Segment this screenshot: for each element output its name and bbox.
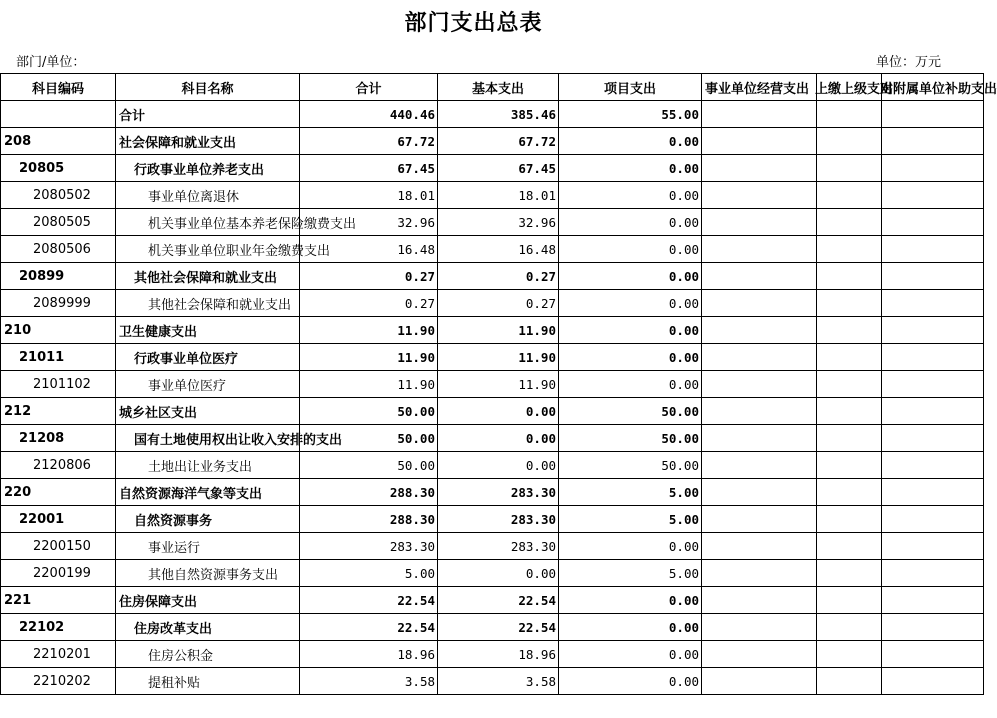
cell-code: 220	[1, 479, 116, 506]
col-header-code: 科目编码	[1, 74, 116, 101]
cell-business	[702, 182, 817, 209]
cell-name: 其他社会保障和就业支出	[116, 290, 300, 317]
cell-subsidy	[882, 425, 984, 452]
cell-subsidy	[882, 128, 984, 155]
cell-remit	[817, 560, 882, 587]
cell-total: 67.45	[300, 155, 438, 182]
table-row	[1, 101, 984, 128]
col-header-basic: 基本支出	[438, 74, 559, 101]
table-row	[1, 182, 984, 209]
cell-remit	[817, 182, 882, 209]
cell-business	[702, 155, 817, 182]
cell-total: 11.90	[300, 344, 438, 371]
cell-project: 0.00	[559, 182, 702, 209]
cell-subsidy	[882, 209, 984, 236]
cell-subsidy	[882, 587, 984, 614]
cell-name: 住房公积金	[116, 641, 300, 668]
cell-subsidy	[882, 236, 984, 263]
cell-subsidy	[882, 101, 984, 128]
cell-name: 其他自然资源事务支出	[116, 560, 300, 587]
cell-project: 0.00	[559, 209, 702, 236]
cell-basic: 11.90	[438, 371, 559, 398]
cell-business	[702, 209, 817, 236]
cell-basic: 283.30	[438, 506, 559, 533]
cell-name: 合计	[116, 101, 300, 128]
report-title: 部门支出总表	[404, 11, 543, 36]
cell-basic: 22.54	[438, 587, 559, 614]
cell-remit	[817, 506, 882, 533]
cell-remit	[817, 236, 882, 263]
cell-project: 0.00	[559, 587, 702, 614]
cell-name: 机关事业单位基本养老保险缴费支出	[116, 209, 300, 236]
cell-business	[702, 317, 817, 344]
cell-subsidy	[882, 263, 984, 290]
table-row	[1, 290, 984, 317]
cell-remit	[817, 371, 882, 398]
table-row	[1, 209, 984, 236]
cell-name: 住房保障支出	[116, 587, 300, 614]
cell-code: 2080505	[1, 209, 116, 236]
cell-project: 5.00	[559, 506, 702, 533]
cell-total: 50.00	[300, 398, 438, 425]
cell-name: 城乡社区支出	[116, 398, 300, 425]
cell-subsidy	[882, 533, 984, 560]
cell-code: 2089999	[1, 290, 116, 317]
cell-total: 3.58	[300, 668, 438, 695]
cell-name: 自然资源事务	[116, 506, 300, 533]
cell-business	[702, 263, 817, 290]
cell-total: 0.27	[300, 263, 438, 290]
cell-total: 18.96	[300, 641, 438, 668]
cell-total: 283.30	[300, 533, 438, 560]
header-row	[1, 74, 984, 101]
cell-code: 21208	[1, 425, 116, 452]
cell-basic: 0.27	[438, 290, 559, 317]
cell-project: 0.00	[559, 533, 702, 560]
cell-remit	[817, 614, 882, 641]
table-row	[1, 641, 984, 668]
cell-name: 卫生健康支出	[116, 317, 300, 344]
cell-project: 50.00	[559, 398, 702, 425]
table-row	[1, 479, 984, 506]
cell-code: 21011	[1, 344, 116, 371]
cell-project: 50.00	[559, 452, 702, 479]
cell-subsidy	[882, 317, 984, 344]
cell-basic: 11.90	[438, 317, 559, 344]
cell-code: 2210202	[1, 668, 116, 695]
cell-total: 32.96	[300, 209, 438, 236]
cell-code: 2080506	[1, 236, 116, 263]
cell-business	[702, 128, 817, 155]
cell-basic: 67.45	[438, 155, 559, 182]
cell-subsidy	[882, 560, 984, 587]
col-header-business: 事业单位经营支出	[702, 74, 817, 101]
cell-code: 221	[1, 587, 116, 614]
cell-basic: 385.46	[438, 101, 559, 128]
cell-subsidy	[882, 506, 984, 533]
cell-project: 0.00	[559, 290, 702, 317]
cell-remit	[817, 344, 882, 371]
cell-code: 2200150	[1, 533, 116, 560]
cell-total: 288.30	[300, 479, 438, 506]
cell-remit	[817, 587, 882, 614]
cell-name: 其他社会保障和就业支出	[116, 263, 300, 290]
cell-name: 住房改革支出	[116, 614, 300, 641]
cell-name: 事业运行	[116, 533, 300, 560]
cell-total: 5.00	[300, 560, 438, 587]
cell-project: 0.00	[559, 641, 702, 668]
cell-code: 22001	[1, 506, 116, 533]
cell-business	[702, 560, 817, 587]
cell-project: 50.00	[559, 425, 702, 452]
cell-code	[1, 101, 116, 128]
cell-business	[702, 614, 817, 641]
cell-name: 事业单位离退休	[116, 182, 300, 209]
cell-code: 2120806	[1, 452, 116, 479]
cell-name: 提租补贴	[116, 668, 300, 695]
table-row	[1, 587, 984, 614]
cell-project: 0.00	[559, 236, 702, 263]
table-row	[1, 506, 984, 533]
cell-business	[702, 344, 817, 371]
cell-business	[702, 587, 817, 614]
cell-code: 20899	[1, 263, 116, 290]
cell-business	[702, 101, 817, 128]
cell-basic: 67.72	[438, 128, 559, 155]
cell-total: 16.48	[300, 236, 438, 263]
table-row	[1, 263, 984, 290]
cell-total: 440.46	[300, 101, 438, 128]
expenditure-table	[0, 73, 997, 695]
table-row	[1, 371, 984, 398]
cell-code: 212	[1, 398, 116, 425]
cell-basic: 0.00	[438, 560, 559, 587]
cell-basic: 18.01	[438, 182, 559, 209]
cell-project: 0.00	[559, 344, 702, 371]
cell-basic: 3.58	[438, 668, 559, 695]
table-row	[1, 155, 984, 182]
cell-code: 20805	[1, 155, 116, 182]
cell-code: 210	[1, 317, 116, 344]
cell-name: 行政事业单位医疗	[116, 344, 300, 371]
cell-business	[702, 398, 817, 425]
cell-business	[702, 533, 817, 560]
cell-subsidy	[882, 479, 984, 506]
cell-basic: 22.54	[438, 614, 559, 641]
cell-total: 11.90	[300, 317, 438, 344]
cell-remit	[817, 128, 882, 155]
cell-basic: 283.30	[438, 479, 559, 506]
cell-name: 自然资源海洋气象等支出	[116, 479, 300, 506]
cell-project: 55.00	[559, 101, 702, 128]
table-row	[1, 452, 984, 479]
cell-remit	[817, 641, 882, 668]
cell-name: 社会保障和就业支出	[116, 128, 300, 155]
cell-remit	[817, 533, 882, 560]
cell-basic: 0.00	[438, 452, 559, 479]
cell-basic: 16.48	[438, 236, 559, 263]
cell-remit	[817, 209, 882, 236]
cell-code: 22102	[1, 614, 116, 641]
cell-subsidy	[882, 155, 984, 182]
table-row	[1, 398, 984, 425]
cell-project: 0.00	[559, 128, 702, 155]
cell-business	[702, 506, 817, 533]
cell-name: 机关事业单位职业年金缴费支出	[116, 236, 300, 263]
cell-project: 0.00	[559, 614, 702, 641]
cell-code: 2200199	[1, 560, 116, 587]
cell-remit	[817, 668, 882, 695]
cell-subsidy	[882, 344, 984, 371]
table-row	[1, 614, 984, 641]
cell-business	[702, 479, 817, 506]
cell-total: 50.00	[300, 452, 438, 479]
table-row	[1, 128, 984, 155]
table-row	[1, 560, 984, 587]
cell-subsidy	[882, 182, 984, 209]
table-body	[1, 101, 984, 695]
cell-business	[702, 452, 817, 479]
cell-subsidy	[882, 668, 984, 695]
cell-remit	[817, 479, 882, 506]
cell-remit	[817, 263, 882, 290]
cell-basic: 18.96	[438, 641, 559, 668]
cell-basic: 11.90	[438, 344, 559, 371]
cell-basic: 32.96	[438, 209, 559, 236]
cell-subsidy	[882, 614, 984, 641]
cell-code: 2101102	[1, 371, 116, 398]
table-row	[1, 344, 984, 371]
table-row	[1, 668, 984, 695]
col-header-project: 项目支出	[559, 74, 702, 101]
cell-name: 土地出让业务支出	[116, 452, 300, 479]
cell-total: 18.01	[300, 182, 438, 209]
cell-project: 0.00	[559, 668, 702, 695]
cell-name: 行政事业单位养老支出	[116, 155, 300, 182]
cell-basic: 0.00	[438, 398, 559, 425]
cell-business	[702, 290, 817, 317]
col-header-subsidy: 对附属单位补助支出	[882, 74, 984, 101]
cell-total: 288.30	[300, 506, 438, 533]
col-header-remit: 上缴上级支出	[817, 74, 882, 101]
cell-subsidy	[882, 398, 984, 425]
cell-subsidy	[882, 371, 984, 398]
cell-remit	[817, 155, 882, 182]
col-header-total: 合计	[300, 74, 438, 101]
cell-remit	[817, 101, 882, 128]
cell-project: 0.00	[559, 155, 702, 182]
cell-remit	[817, 425, 882, 452]
cell-total: 22.54	[300, 614, 438, 641]
cell-remit	[817, 290, 882, 317]
cell-business	[702, 668, 817, 695]
cell-total: 22.54	[300, 587, 438, 614]
cell-business	[702, 641, 817, 668]
cell-business	[702, 425, 817, 452]
department-label: 部门/单位：	[16, 55, 86, 70]
table-row	[1, 533, 984, 560]
cell-remit	[817, 452, 882, 479]
cell-name: 事业单位医疗	[116, 371, 300, 398]
cell-total: 50.00	[300, 425, 438, 452]
table-row	[1, 425, 984, 452]
cell-project: 0.00	[559, 371, 702, 398]
cell-project: 5.00	[559, 479, 702, 506]
unit-label: 单位：万元	[876, 55, 942, 70]
table-row	[1, 317, 984, 344]
cell-business	[702, 236, 817, 263]
cell-name: 国有土地使用权出让收入安排的支出	[116, 425, 300, 452]
cell-total: 67.72	[300, 128, 438, 155]
col-header-name: 科目名称	[116, 74, 300, 101]
cell-basic: 283.30	[438, 533, 559, 560]
cell-total: 0.27	[300, 290, 438, 317]
cell-basic: 0.00	[438, 425, 559, 452]
cell-project: 0.00	[559, 263, 702, 290]
table-row	[1, 236, 984, 263]
cell-project: 5.00	[559, 560, 702, 587]
cell-code: 208	[1, 128, 116, 155]
cell-remit	[817, 398, 882, 425]
cell-total: 11.90	[300, 371, 438, 398]
cell-subsidy	[882, 290, 984, 317]
cell-subsidy	[882, 452, 984, 479]
cell-project: 0.00	[559, 317, 702, 344]
cell-basic: 0.27	[438, 263, 559, 290]
cell-code: 2080502	[1, 182, 116, 209]
cell-business	[702, 371, 817, 398]
cell-code: 2210201	[1, 641, 116, 668]
cell-remit	[817, 317, 882, 344]
cell-subsidy	[882, 641, 984, 668]
